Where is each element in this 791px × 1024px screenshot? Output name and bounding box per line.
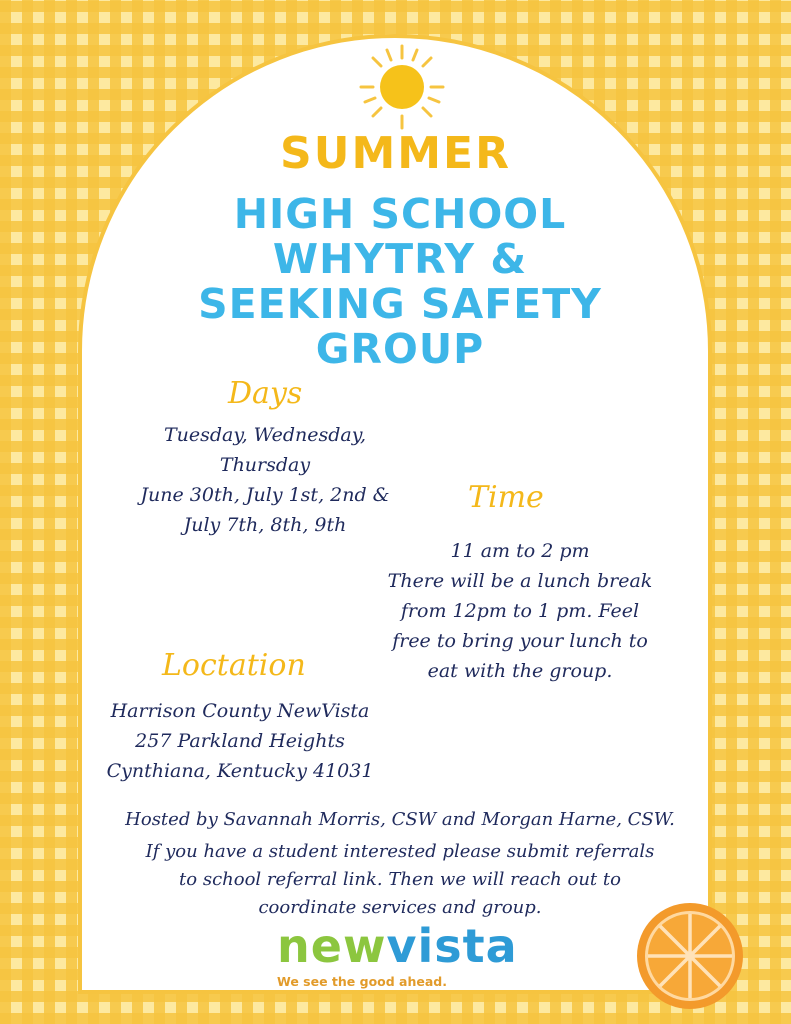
time-heading: Time	[468, 480, 544, 515]
footer-block	[100, 806, 700, 922]
title-line: SEEKING SAFETY	[198, 280, 602, 328]
orange-slice-icon	[634, 900, 746, 1012]
time-line: from 12pm to 1 pm. Feel	[400, 600, 640, 622]
location-block	[90, 696, 390, 786]
title-line: HIGH SCHOOL	[233, 190, 567, 238]
time-line: eat with the group.	[427, 660, 613, 682]
days-line: Thursday	[219, 454, 311, 476]
days-line: Tuesday, Wednesday,	[163, 424, 367, 446]
days-line: June 30th, July 1st, 2nd &	[140, 484, 390, 506]
newvista-logo	[277, 920, 537, 989]
time-block	[355, 536, 685, 686]
time-line: There will be a lunch break	[387, 570, 653, 592]
days-line: July 7th, 8th, 9th	[183, 514, 347, 536]
title-line: GROUP	[315, 325, 485, 373]
days-block	[120, 420, 410, 540]
days-heading: Days	[228, 376, 303, 411]
logo-tagline: We see the good ahead.	[277, 974, 447, 989]
location-line: Harrison County NewVista	[110, 700, 370, 722]
group-title	[150, 192, 650, 372]
time-line: 11 am to 2 pm	[450, 540, 590, 562]
location-line: 257 Parkland Heights	[135, 730, 345, 752]
location-heading: Loctation	[162, 648, 306, 683]
logo-word-new: new	[277, 919, 387, 973]
sun-icon	[357, 42, 447, 132]
referral-line: to school referral link. Then we will reach out to	[179, 869, 621, 890]
location-line: Cynthiana, Kentucky 41031	[106, 760, 374, 782]
title-line: WHYTRY &	[272, 235, 528, 283]
time-line: free to bring your lunch to	[392, 630, 648, 652]
referral-line: If you have a student interested please submit referrals	[145, 841, 655, 862]
season-title: SUMMER	[280, 128, 511, 179]
hosted-by-text: Hosted by Savannah Morris, CSW and Morgan Harne, CSW.	[125, 809, 675, 830]
logo-word-vista: vista	[386, 919, 518, 973]
referral-line: coordinate services and group.	[258, 897, 542, 918]
